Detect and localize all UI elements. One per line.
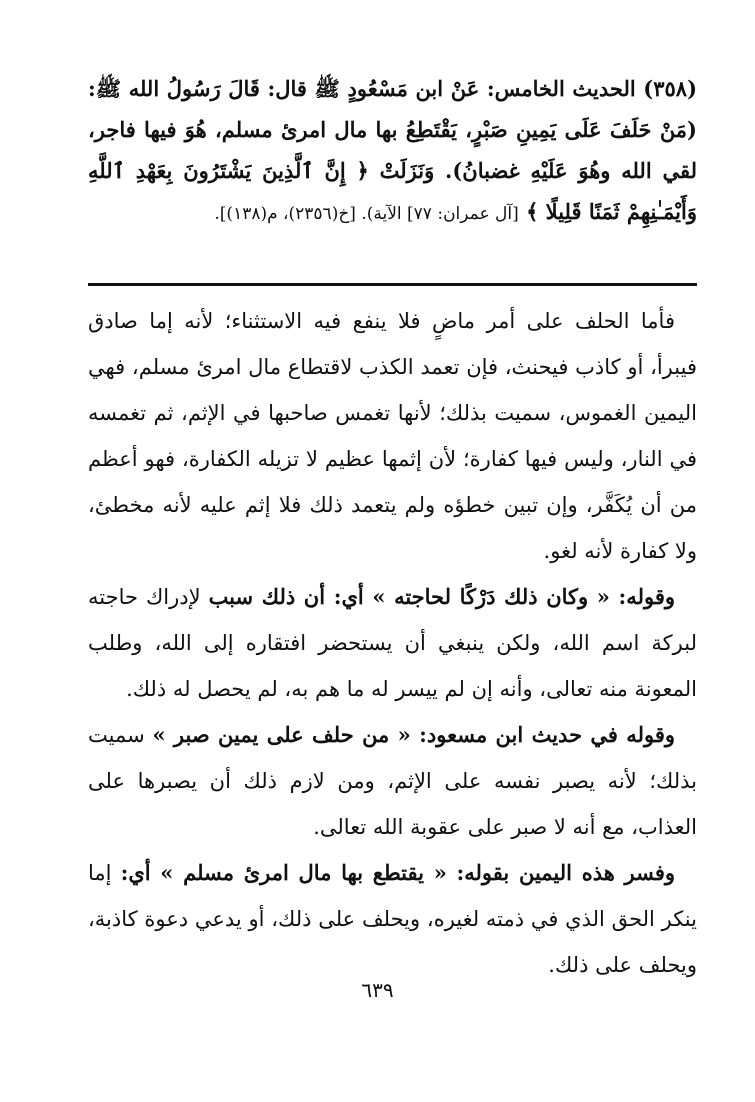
commentary-paragraph-4: وفسر هذه اليمين بقوله: « يقتطع بها مال امرئ مسلم » أي: إما ينكر الحق الذي في ذمته لغيره، ويحلف على ذلك، أو يدعي دعوة كاذبة، ويحلف على ذلك. — [88, 860, 697, 977]
commentary-paragraph-1: فأما الحلف على أمر ماضٍ فلا ينفع فيه الاستثناء؛ لأنه إما صادق فيبرأ، أو كاذب فيحنث، فإن تعمد الكذب لاقتطاع مال امرئ مسلم، فهي اليمين الغموس، سميت بذلك؛ لأنها تغمس صاحبها في الإثم، ثم تغمسه في النار، وليس فيها كفارة؛ لأن إثمها عظيم لا تزيله الكفارة، فهو أعظم من أن يُكَفَّر، وإن تبين خطؤه ولم يتعمد ذلك فلا إثم عليه لأنه مخطئ، ولا كفارة لأنه لغو. — [88, 309, 697, 563]
commentary-paragraph-3: وقوله في حديث ابن مسعود: « من حلف على يمين صبر » سميت بذلك؛ لأنه يصبر نفسه على الإثم، ومن لازم ذلك أن يصبرها على العذاب، مع أنه لا صبر على عقوبة الله تعالى. — [88, 722, 697, 839]
hadith-block — [88, 68, 697, 235]
commentary-block — [88, 298, 697, 988]
quoted-phrase: وفسر هذه اليمين بقوله: « يقتطع بها مال امرئ مسلم » أي: — [120, 860, 675, 885]
separator-line — [88, 283, 697, 286]
quoted-phrase: وقوله في حديث ابن مسعود: « من حلف على يمين صبر » — [152, 722, 675, 747]
hadith-reference: [آل عمران: ٧٧] الآية). [خ(٢٣٥٦)، م(١٣٨)]. — [214, 204, 519, 224]
hadith-text: (٣٥٨) الحديث الخامس: عَنْ ابن مَسْعُودٍ ﷺ قال: قَالَ رَسُولُ الله ﷺ: (مَنْ حَلَفَ عَلَى يَمِينِ صَبْرٍ، يَقْتَطِعُ بها مال امرئ مسلم، هُوَ فيها فاجر، لقي الله وهُوَ عَلَيْهِ غضبانُ). وَنَزَلَتْ ﴿ إِنَّ ٱلَّذِينَ يَشْتَرُونَ بِعَهْدِ ٱللَّهِ وَأَيْمَـٰنِهِمْ ثَمَنًا قَلِيلًا ﴾ [آل عمران: ٧٧] الآية). [خ(٢٣٥٦)، م(١٣٨)]. — [88, 76, 697, 224]
page-number: ٦٣٩ — [361, 978, 394, 1002]
quoted-phrase: وقوله: « وكان ذلك دَرْكًا لحاجته » أي: أن ذلك سبب — [208, 584, 675, 609]
commentary-paragraph-2: وقوله: « وكان ذلك دَرْكًا لحاجته » أي: أن ذلك سبب لإدراك حاجته لبركة اسم الله، ولكن ينبغي أن يستحضر افتقاره إلى الله، وطلب المعونة منه تعالى، وأنه إن لم ييسر له ما هم به، لم يحصل له ذلك. — [88, 584, 697, 701]
